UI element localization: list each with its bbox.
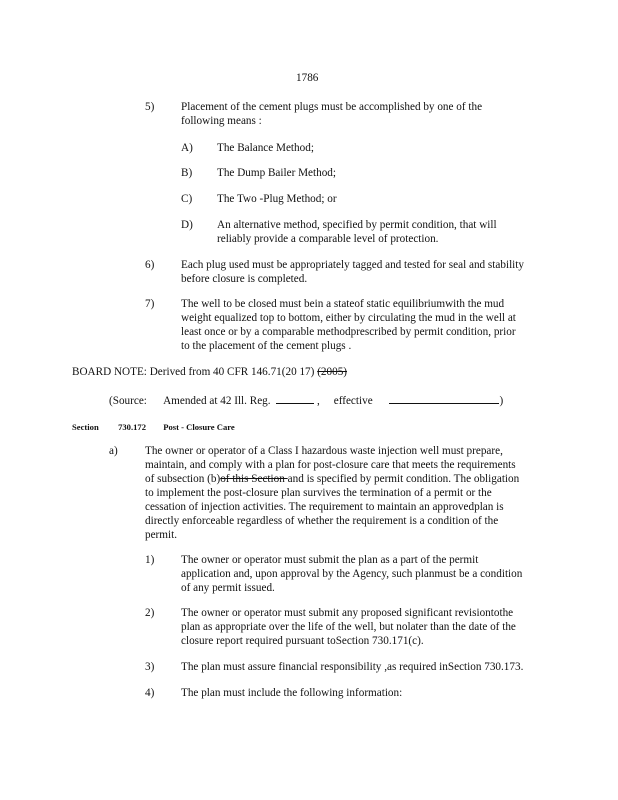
source-amended: Amended at 42 Ill. Reg. [163, 395, 271, 407]
method-line: The Dump Bailer Method; [217, 167, 336, 179]
paragraph-line: to implement the post-closure plan survives the termination of a permit or the [145, 487, 492, 499]
section-number: 730.172 [118, 422, 147, 432]
item-line: weight equalized top to bottom, either by circulating the mud in the well at [181, 312, 516, 324]
section-label: Section [72, 422, 99, 432]
method-line: The Balance Method; [217, 142, 314, 154]
method-line: reliably provide a comparable level of protection. [217, 233, 439, 245]
item-line: closure report required pursuant toSection 730.171(c). [181, 635, 424, 647]
method-line: The Two -Plug Method; or [217, 193, 337, 205]
item-number: 2) [145, 607, 155, 619]
method-letter: D) [181, 219, 193, 231]
method-letter: B) [181, 167, 193, 179]
item-line: The owner or operator must submit any proposed significant revisiontothe [181, 607, 514, 619]
item-line: application and, upon approval by the Agency, such planmust be a condition [181, 568, 523, 580]
paragraph-line: directly enforceable regardless of whether the requirement is a condition of the [145, 515, 499, 527]
method-line: An alternative method, specified by permit condition, that will [217, 219, 497, 231]
item-number: 4) [145, 687, 155, 699]
amended-blank [276, 392, 314, 404]
item-line: to the placement of the cement plugs . [181, 340, 352, 352]
source-effective: effective [333, 395, 373, 407]
paragraph-letter: a) [109, 445, 118, 457]
section-title: Post - Closure Care [163, 422, 235, 432]
item-line: least once or by a comparable methodprescribed by permit condition, prior [181, 326, 516, 338]
paragraph-line [145, 473, 519, 487]
section-heading [72, 421, 235, 435]
item-number: 7) [145, 298, 155, 310]
item-line: following means : [181, 115, 262, 127]
item-number: 6) [145, 259, 155, 271]
item-line: plan as appropriate over the life of the well, but nolater than the date of the [181, 621, 516, 633]
item-line: before closure is completed. [181, 273, 308, 285]
source-line: (Source: Amended at 42 Ill. Reg. , effective ) [109, 392, 503, 409]
method-letter: C) [181, 193, 193, 205]
source-open: (Source: [109, 395, 147, 407]
paragraph-line: The owner or operator of a Class I hazardous waste injection well must prepare, [145, 445, 503, 457]
item-line: The owner or operator must submit the plan as a part of the permit [181, 554, 479, 566]
paragraph-line-rest: and is specified by permit condition. The obligation [287, 473, 520, 485]
source-close: ) [499, 395, 504, 407]
item-line: Placement of the cement plugs must be accomplished by one of the [181, 101, 483, 113]
board-note-text: BOARD NOTE: Derived from 40 CFR 146.71(20 17) [72, 366, 315, 378]
item-line: of any permit issued. [181, 582, 275, 594]
paragraph-line-start: of subsection (b) [145, 473, 221, 485]
item-line: Each plug used must be appropriately tagged and tested for seal and stability [181, 259, 524, 271]
page-number: 1786 [296, 72, 319, 84]
item-number: 1) [145, 554, 155, 566]
item-line: The well to be closed must bein a stateof static equilibriumwith the mud [181, 298, 505, 310]
paragraph-line: permit. [145, 529, 178, 541]
struck-text: of this Section [220, 473, 288, 485]
item-line: The plan must include the following information: [181, 687, 403, 699]
item-number: 3) [145, 661, 155, 673]
method-letter: A) [181, 142, 193, 154]
board-note-struck: (2005) [317, 366, 348, 378]
effective-blank [389, 392, 499, 404]
board-note [72, 366, 347, 380]
item-number: 5) [145, 101, 155, 113]
paragraph-line: maintain, and comply with a plan for post-closure care that meets the requirements [145, 459, 516, 471]
paragraph-line: cessation of injection activities. The requirement to maintain an approvedplan is [145, 501, 504, 513]
item-line: The plan must assure financial responsibility ,as required inSection 730.173. [181, 661, 524, 673]
